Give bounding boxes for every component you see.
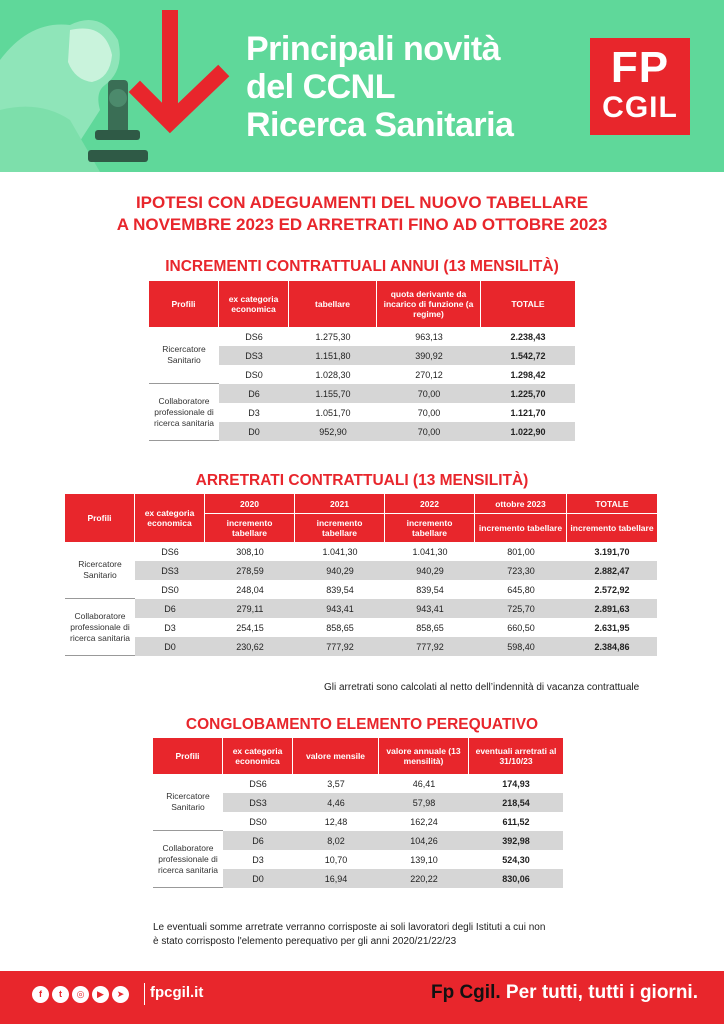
main-heading-line1: IPOTESI CON ADEGUAMENTI DEL NUOVO TABELLARE [135, 193, 589, 212]
main-heading [0, 192, 724, 236]
total-cell: 1.022,90 [481, 422, 575, 441]
value-cell: 1.028,30 [315, 369, 351, 380]
arretrati-note: Gli arretrati sono calcolati al netto dell’indennità di vacanza contrattuale [324, 682, 640, 693]
header-title-line: Ricerca Sanitaria [246, 106, 514, 144]
value-cell: 1.151,80 [289, 346, 377, 365]
profile-cell: Collaboratore professionale di ricerca sanitaria [65, 599, 135, 656]
total-cell: 174,93 [502, 778, 530, 789]
value-cell: 278,59 [205, 561, 295, 580]
total-cell: 2.238,43 [510, 331, 546, 342]
fp-cgil-logo [590, 38, 690, 135]
header-cell: TOTALE [481, 281, 575, 327]
category-cell: DS3 [223, 793, 293, 812]
header-title-line: del CCNL [246, 68, 395, 106]
section-title-incrementi: INCREMENTI CONTRATTUALI ANNUI (13 MENSILITÀ) [165, 258, 559, 275]
header-cell: Profili [153, 738, 223, 774]
value-cell: 943,41 [295, 599, 385, 618]
value-cell: 162,24 [410, 816, 438, 827]
total-cell: 218,54 [469, 793, 563, 812]
table-row [65, 618, 657, 637]
total-cell: 2.631,95 [594, 622, 630, 633]
subheader-cell: incremento tabellare [295, 514, 385, 542]
category-cell: D3 [252, 854, 264, 865]
value-cell: 3,57 [327, 778, 345, 789]
header-title [246, 30, 576, 144]
logo-line1: FP [610, 43, 670, 92]
profile-cell: Ricercatore Sanitario [65, 542, 135, 599]
value-cell: 220,22 [379, 869, 469, 888]
value-cell: 777,92 [295, 637, 385, 656]
total-cell: 392,98 [469, 831, 563, 850]
total-cell: 2.572,92 [594, 584, 630, 595]
category-cell: DS3 [135, 561, 205, 580]
section-title-arretrati: ARRETRATI CONTRATTUALI (13 MENSILITÀ) [195, 472, 529, 489]
value-cell: 308,10 [236, 546, 264, 557]
value-cell: 1.155,70 [289, 384, 377, 403]
value-cell: 57,98 [379, 793, 469, 812]
category-cell: D6 [223, 831, 293, 850]
total-cell: 2.882,47 [567, 561, 657, 580]
table-body [65, 542, 657, 656]
total-cell: 830,06 [469, 869, 563, 888]
table-row [65, 637, 657, 656]
header-cell: eventuali arretrati al 31/10/23 [469, 738, 563, 774]
category-cell: DS3 [219, 346, 289, 365]
footer [0, 971, 724, 1024]
header-cell: ottobre 2023 [475, 494, 567, 514]
value-cell: 1.051,70 [315, 407, 351, 418]
header-cell: Profili [65, 494, 135, 542]
value-cell: 839,54 [416, 584, 444, 595]
header-cell: ex categoria economica [135, 494, 205, 542]
main-heading-line2: A NOVEMBRE 2023 ED ARRETRATI FINO AD OTTOBRE 2023 [116, 215, 608, 234]
value-cell: 940,29 [385, 561, 475, 580]
value-cell: 70,00 [377, 422, 481, 441]
note-line: è stato corrisposto l'elemento perequativo per gli anni 2020/21/22/23 [153, 936, 457, 947]
slogan [431, 982, 698, 1004]
value-cell: 801,00 [507, 546, 535, 557]
value-cell: 598,40 [475, 637, 567, 656]
header-banner [0, 0, 724, 172]
value-cell: 46,41 [412, 778, 436, 789]
header-cell: quota derivante da incarico di funzione (a regime) [377, 281, 481, 327]
value-cell: 1.041,30 [322, 546, 358, 557]
twitter-icon[interactable]: t [52, 986, 69, 1003]
instagram-icon[interactable]: ◎ [72, 986, 89, 1003]
profile-cell: Ricercatore Sanitario [149, 327, 219, 384]
value-cell: 270,12 [415, 369, 443, 380]
value-cell: 230,62 [205, 637, 295, 656]
subheader-cell: incremento tabellare [205, 514, 295, 542]
table-row [153, 774, 563, 793]
value-cell: 725,70 [475, 599, 567, 618]
value-cell: 70,00 [377, 384, 481, 403]
header-cell: valore annuale (13 mensilità) [379, 738, 469, 774]
header-cell: 2020 [205, 494, 295, 514]
incrementi-table [149, 281, 575, 441]
table-row [153, 831, 563, 850]
header-cell: ex categoria economica [219, 281, 289, 327]
category-cell: DS0 [161, 584, 179, 595]
profile-cell: Collaboratore professionale di ricerca sanitaria [149, 384, 219, 441]
value-cell: 940,29 [295, 561, 385, 580]
value-cell: 12,48 [324, 816, 348, 827]
social-links [32, 985, 129, 1003]
telegram-icon[interactable]: ➤ [112, 986, 129, 1003]
value-cell: 1.041,30 [412, 546, 448, 557]
value-cell: 952,90 [289, 422, 377, 441]
scientist-microscope-illustration [0, 0, 230, 172]
category-cell: DS6 [161, 546, 179, 557]
conglobamento-note [153, 921, 545, 949]
category-cell: D6 [219, 384, 289, 403]
total-cell: 1.542,72 [481, 346, 575, 365]
total-cell: 1.225,70 [481, 384, 575, 403]
table-row [149, 327, 575, 346]
header-cell: 2021 [295, 494, 385, 514]
header-cell: valore mensile [293, 738, 379, 774]
value-cell: 248,04 [236, 584, 264, 595]
value-cell: 777,92 [385, 637, 475, 656]
value-cell: 723,30 [475, 561, 567, 580]
note-line: Le eventuali somme arretrate verranno corrisposte ai soli lavoratori degli Istituti a cui non [153, 922, 546, 933]
conglobamento-table [153, 738, 563, 888]
value-cell: 139,10 [410, 854, 438, 865]
value-cell: 963,13 [415, 331, 443, 342]
category-cell: D6 [135, 599, 205, 618]
header-cell: ex categoria economica [223, 738, 293, 774]
logo-line2: CGIL [602, 91, 678, 124]
profile-cell: Ricercatore Sanitario [153, 774, 223, 831]
category-cell: DS0 [249, 816, 267, 827]
table-body [149, 327, 575, 441]
value-cell: 839,54 [326, 584, 354, 595]
total-cell: 1.298,42 [510, 369, 546, 380]
value-cell: 4,46 [293, 793, 379, 812]
value-cell: 70,00 [417, 407, 441, 418]
header-cell: 2022 [385, 494, 475, 514]
value-cell: 279,11 [205, 599, 295, 618]
value-cell: 16,94 [293, 869, 379, 888]
total-cell: 1.121,70 [510, 407, 546, 418]
header-cell: Profili [149, 281, 219, 327]
value-cell: 660,50 [507, 622, 535, 633]
profile-cell: Collaboratore professionale di ricerca sanitaria [153, 831, 223, 888]
slogan-bold: Fp Cgil. [430, 982, 501, 1003]
category-cell: D0 [223, 869, 293, 888]
category-cell: D3 [164, 622, 176, 633]
category-cell: D0 [135, 637, 205, 656]
table-row [65, 542, 657, 561]
total-cell: 2.891,63 [567, 599, 657, 618]
header-cell: TOTALE [567, 494, 657, 514]
youtube-icon[interactable]: ▶ [92, 986, 109, 1003]
category-cell: D0 [219, 422, 289, 441]
table-row [65, 561, 657, 580]
subheader-cell: incremento tabellare [567, 514, 657, 542]
value-cell: 1.275,30 [315, 331, 351, 342]
category-cell: DS6 [245, 331, 263, 342]
table-row [149, 384, 575, 403]
total-cell: 524,30 [502, 854, 530, 865]
table-row [65, 580, 657, 599]
header-title-line: Principali novità [246, 30, 501, 68]
category-cell: D3 [248, 407, 260, 418]
value-cell: 254,15 [236, 622, 264, 633]
value-cell: 390,92 [377, 346, 481, 365]
category-cell: DS6 [249, 778, 267, 789]
total-cell: 3.191,70 [594, 546, 630, 557]
total-cell: 2.384,86 [567, 637, 657, 656]
total-cell: 611,52 [502, 816, 530, 827]
value-cell: 104,26 [379, 831, 469, 850]
website-link[interactable]: fpcgil.it [150, 984, 204, 1001]
value-cell: 858,65 [416, 622, 444, 633]
section-title-conglobamento: CONGLOBAMENTO ELEMENTO PEREQUATIVO [185, 716, 539, 733]
arretrati-table [65, 494, 657, 656]
subheader-cell: incremento tabellare [385, 514, 475, 542]
value-cell: 8,02 [293, 831, 379, 850]
table-body [153, 774, 563, 888]
value-cell: 10,70 [324, 854, 348, 865]
header-cell: tabellare [289, 281, 377, 327]
slogan-rest: Per tutti, tutti i giorni. [500, 982, 698, 1003]
subheader-cell: incremento tabellare [475, 514, 567, 542]
footer-divider [144, 983, 145, 1005]
value-cell: 858,65 [326, 622, 354, 633]
value-cell: 943,41 [385, 599, 475, 618]
category-cell: DS0 [245, 369, 263, 380]
value-cell: 645,80 [507, 584, 535, 595]
facebook-icon[interactable]: f [32, 986, 49, 1003]
table-row [65, 599, 657, 618]
